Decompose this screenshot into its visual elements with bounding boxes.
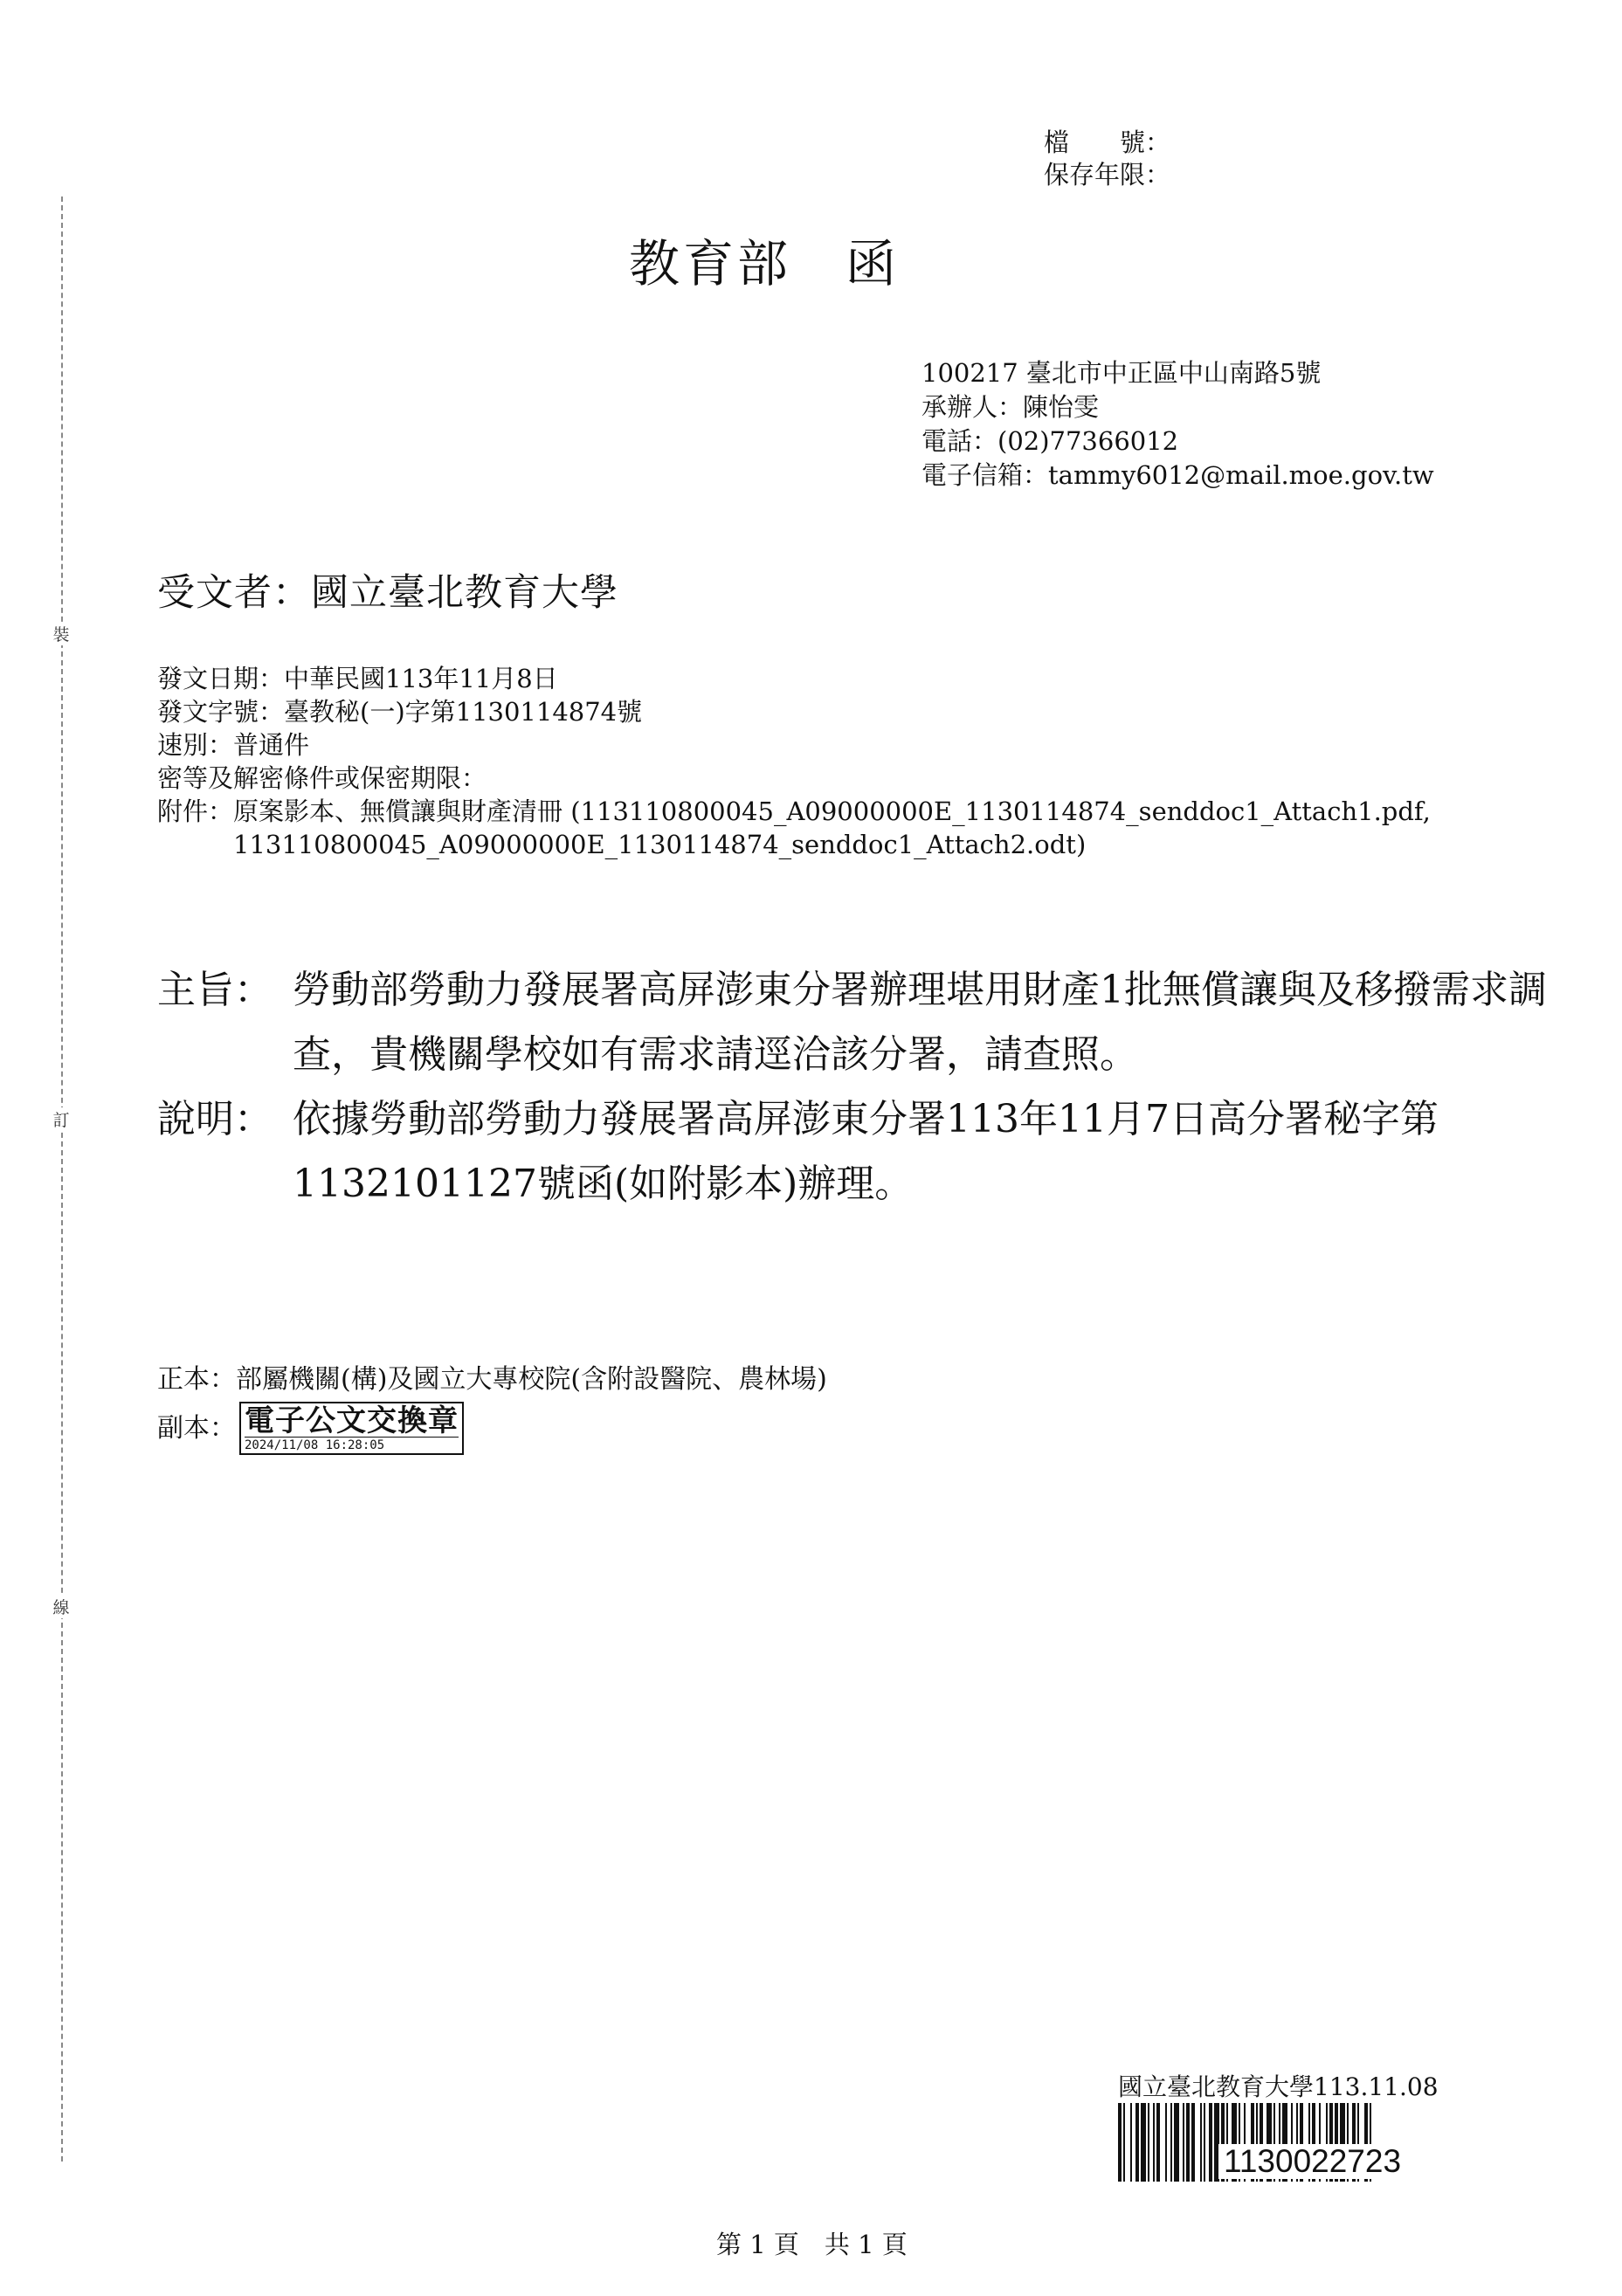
subject-paragraph [157, 958, 1603, 1087]
file-info [1044, 127, 1170, 191]
barcode-bar [1204, 2103, 1205, 2182]
sender-contact: 承辦人：陳怡雯 [921, 392, 1100, 422]
sender-email: 電子信箱：tammy6012@mail.moe.gov.tw [921, 460, 1434, 490]
retention-period-label: 保存年限： [1044, 160, 1171, 190]
explanation-text: 依據勞動部勞動力發展署高屏澎東分署113年11月7日高分署秘字第1132101127號函(如附影本)辦理。 [293, 1097, 1439, 1206]
original-label: 正本： [157, 1364, 236, 1395]
page-footer: 第 1 頁 共 1 頁 [716, 2230, 908, 2259]
original-text: 部屬機關(構)及國立大專校院(含附設醫院、農林場) [236, 1364, 827, 1395]
binding-char-xian: 線 [48, 1595, 74, 1618]
binding-char-zhuang: 裝 [48, 622, 74, 645]
barcode-bar [1191, 2103, 1195, 2182]
attachment-label: 附件： [157, 796, 234, 826]
barcode-bar [1186, 2103, 1190, 2182]
distribution-block [157, 1358, 827, 1455]
binding-margin-line [61, 197, 63, 2162]
document-meta [157, 662, 1596, 861]
barcode-bar [1156, 2103, 1160, 2182]
subject-text: 勞動部勞動力發展署高屏澎東分署辦理堪用財產1批無償讓與及移撥需求調查，貴機關學校如有需求請逕洽該分署，請查照。 [293, 968, 1547, 1077]
explanation-paragraph [157, 1087, 1603, 1217]
barcode-bar [1135, 2103, 1139, 2182]
exchange-seal-stamp [239, 1402, 464, 1455]
barcode-bar [1165, 2103, 1167, 2182]
issue-date: 發文日期：中華民國113年11月8日 [157, 664, 558, 693]
barcode-number: 1130022723 [1218, 2144, 1406, 2179]
sender-block [921, 356, 1434, 493]
secrecy-level: 密等及解密條件或保密期限： [157, 763, 487, 793]
barcode-bar [1141, 2103, 1146, 2182]
subject-label: 主旨： [157, 968, 273, 1012]
original-recipients-row [157, 1358, 827, 1402]
barcode-bar [1123, 2103, 1125, 2182]
binding-char-ding: 訂 [48, 1107, 74, 1131]
barcode-bar [1153, 2103, 1155, 2182]
document-title: 教育部 函 [629, 234, 901, 293]
barcode-bar [1209, 2103, 1212, 2182]
barcode-bar [1130, 2103, 1132, 2182]
document-body [157, 958, 1603, 1217]
copy-label: 副本： [157, 1412, 236, 1444]
sender-phone: 電話：(02)77366012 [921, 426, 1179, 456]
explanation-label: 說明： [157, 1097, 273, 1141]
document-number: 發文字號：臺教秘(一)字第1130114874號 [157, 697, 643, 727]
attachment-row [157, 795, 1596, 861]
barcode-bar [1170, 2103, 1172, 2182]
seal-timestamp: 2024/11/08 16:28:05 [245, 1437, 459, 1453]
barcode-bar [1183, 2103, 1184, 2182]
receipt-stamp: 國立臺北教育大學113.11.08 [1118, 2072, 1439, 2101]
barcode-bar [1200, 2103, 1202, 2182]
delivery-speed: 速別：普通件 [157, 730, 310, 760]
barcode-bar [1148, 2103, 1149, 2182]
archive-number-label: 檔 號： [1044, 128, 1171, 157]
barcode-bar [1174, 2103, 1179, 2182]
seal-text: 電子公文交換章 [245, 1403, 459, 1438]
sender-address: 100217 臺北市中正區中山南路5號 [921, 358, 1322, 388]
attachment-text: 原案影本、無償讓與財產清冊 (113110800045_A09000000E_1130114874_senddoc1_Attach1.pdf, 113110800045_A09000000E_1130114874_senddoc1_Attach2.odt) [233, 796, 1431, 859]
barcode-bar [1118, 2103, 1122, 2182]
copy-recipients-row [157, 1402, 827, 1455]
recipient: 受文者：國立臺北教育大學 [157, 571, 618, 615]
